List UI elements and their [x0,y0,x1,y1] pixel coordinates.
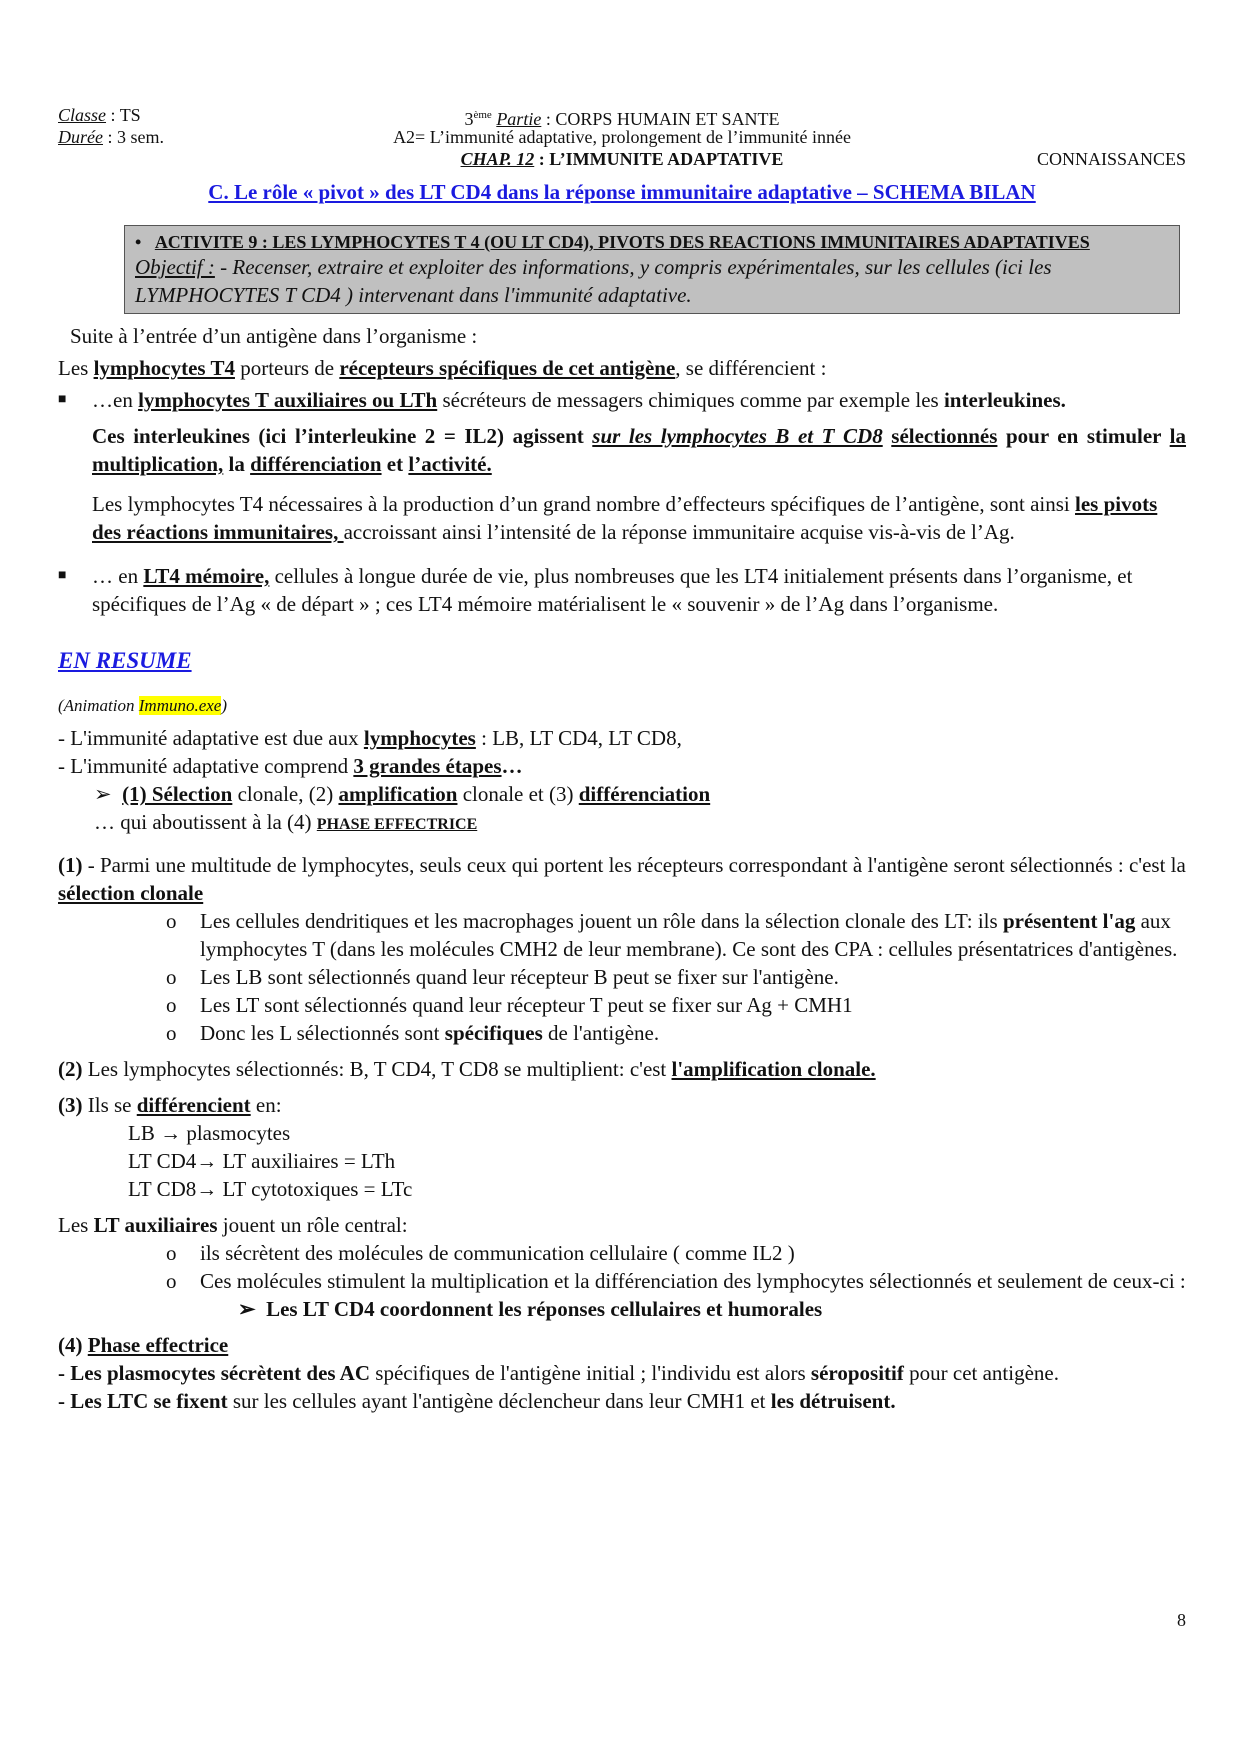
resume-line-2: - L'immunité adaptative comprend 3 grandes étapes… [58,754,523,778]
page-number: 8 [1177,1610,1186,1630]
list-item: o Les LB sont sélectionnés quand leur récepteur B peut se fixer sur l'antigène. [166,965,839,989]
lt4-line: Les lymphocytes T4 porteurs de récepteurs spécifiques de cet antigène, se différencient : [58,356,827,380]
lt-aux-conclusion: ➢ Les LT CD4 coordonnent les réponses cellulaires et humorales [238,1297,823,1321]
step4-heading: (4) Phase effectrice [58,1333,229,1357]
resume-title: EN RESUME [58,648,192,673]
bullet-memoire-text: … en LT4 mémoire, cellules à longue durée de vie, plus nombreuses que les LT4 initialement présents dans l’organisme, et spécifiques de l’Ag « de départ » ; ces LT4 mémoire matérialisent le « souvenir » de l’Ag dans l’organisme. [92,564,1133,616]
differentiation-cd8: LT CD8→ LT cytotoxiques = LTc [128,1177,413,1201]
subtitle-line: A2= L’immunité adaptative, prolongement de l’immunité innée [393,127,851,147]
square-bullet-icon: ■ [58,568,67,583]
arrow-bullet-icon: ➢ [238,1297,256,1321]
lt-aux-paragraph: Les LT auxiliaires jouent un rôle central: [58,1213,408,1237]
connaissances-label: CONNAISSANCES [1036,149,1186,169]
animation-note: (Animation Immuno.exe) [58,696,228,715]
interleukines-paragraph: Ces interleukines (ici l’interleukine 2 = IL2) agissent sur les lymphocytes B et T CD8 sélectionnés pour en stimuler la multiplication, la différenciation et l’activité. [92,424,1187,476]
bullet-memoire [58,562,1186,618]
activity-title: • ACTIVITE 9 : LES LYMPHOCYTES T 4 (OU LT CD4), PIVOTS DES REACTIONS IMMUNITAIRES ADAPTATIVES [135,232,1090,252]
step1-list [58,907,1186,1047]
section-title: C. Le rôle « pivot » des LT CD4 dans la réponse immunitaire adaptative – SCHEMA BILAN [208,180,1036,204]
differentiation-cd4: LT CD4→ LT auxiliaires = LTh [128,1149,396,1173]
page [58,98,1186,1415]
square-bullet-icon: ■ [58,392,67,407]
step4-ltc: - Les LTC se fixent sur les cellules ayant l'antigène déclencheur dans leur CMH1 et les détruisent. [58,1389,896,1413]
step2-paragraph: (2) Les lymphocytes sélectionnés: B, T CD4, T CD8 se multiplient: c'est l'amplification clonale. [58,1057,876,1081]
lt-aux-list [58,1239,1186,1295]
bullet-lth [58,386,1186,414]
arrow-bullet-icon: ➢ [94,782,112,806]
step4-plasmocytes: - Les plasmocytes sécrètent des AC spécifiques de l'antigène initial ; l'individu est alors séropositif pour cet antigène. [58,1361,1059,1385]
activity-objective: Objectif : - Recenser, extraire et exploiter des informations, y compris expérimentales, sur les cellules (ici les LYMPHOCYTES T CD4 ) intervenant dans l'immunité adaptative. [135,255,1052,307]
intro-text: Suite à l’entrée d’un antigène dans l’organisme : [70,324,478,348]
partie-line: 3ème Partie : CORPS HUMAIN ET SANTE [464,109,780,129]
aboutissent-line: … qui aboutissent à la (4) PHASE EFFECTRICE [94,810,478,834]
chapter-line: CHAP. 12 : L’IMMUNITE ADAPTATIVE [460,149,784,169]
steps-line: ➢ (1) Sélection clonale, (2) amplification clonale et (3) différenciation [94,782,711,806]
differentiation-lb: LB → plasmocytes [128,1121,291,1145]
list-item: o Les LT sont sélectionnés quand leur récepteur T peut se fixer sur Ag + CMH1 [166,993,853,1017]
duree-line: Durée : 3 sem. [58,127,164,147]
step3-paragraph: (3) Ils se différencient en: [58,1093,282,1117]
bullet-lth-text: …en lymphocytes T auxiliaires ou LTh sécréteurs de messagers chimiques comme par exemple les interleukines. [92,388,1066,412]
list-item: o Ces molécules stimulent la multiplication et la différenciation des lymphocytes sélectionnés et seulement de ceux-ci : [166,1269,1186,1293]
pivot-paragraph: Les lymphocytes T4 nécessaires à la production d’un grand nombre d’effecteurs spécifiques de l’antigène, sont ainsi les pivots des réactions immunitaires, accroissant ainsi l’intensité de la réponse immunitaire acquise vis-à-vis de l’Ag. [92,492,1158,544]
step1-paragraph: (1) - Parmi une multitude de lymphocytes, seuls ceux qui portent les récepteurs correspondant à l'antigène seront sélectionnés : c'est la sélection clonale [58,853,1186,905]
header [58,98,1186,170]
list-item: o Donc les L sélectionnés sont spécifiques de l'antigène. [166,1021,660,1045]
list-item: o Les cellules dendritiques et les macrophages jouent un rôle dans la sélection clonale des LT: ils présentent l'ag aux lymphocytes T (dans les molécules CMH2 de leur membrane). Ce sont des CPA : cellules présentatrices d'antigènes. [166,909,1178,961]
classe-line: Classe : TS [58,105,141,125]
list-item: o ils sécrètent des molécules de communication cellulaire ( comme IL2 ) [166,1241,795,1265]
resume-line-1: - L'immunité adaptative est due aux lymphocytes : LB, LT CD4, LT CD8, [58,726,682,750]
activity-box [124,225,1180,314]
